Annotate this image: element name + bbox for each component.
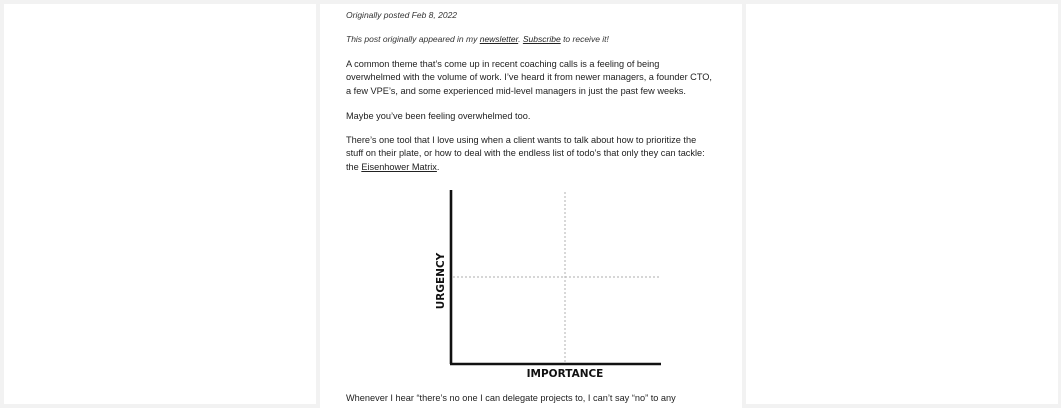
paragraph-line: [346, 161, 726, 174]
newsletter-link[interactable]: newsletter: [479, 34, 519, 44]
paragraph-line: stuff on their plate, or how to deal with the endless list of todo’s that only they can tackle:: [346, 148, 705, 159]
left-blank-panel: [4, 4, 316, 404]
y-axis-label: URGENCY: [435, 252, 447, 310]
paragraph-tool: [346, 134, 726, 174]
note-prefix: This post originally appeared in my: [346, 34, 480, 44]
paragraph-overwhelmed: Maybe you’ve been feeling overwhelmed too.: [346, 111, 531, 121]
x-axis-label: IMPORTANCE: [526, 368, 604, 380]
eisenhower-matrix-diagram: [401, 186, 661, 386]
paragraph-delegate: Whenever I hear “there’s no one I can delegate projects to, I can’t say “no” to any: [346, 393, 676, 403]
subscribe-link[interactable]: Subscribe: [522, 34, 561, 44]
paragraph-line: a few VPE’s, and some experienced mid-level managers in just the past few weeks.: [346, 85, 686, 96]
paragraph-text: the: [346, 161, 362, 172]
article-body: [320, 4, 742, 408]
eisenhower-matrix-link[interactable]: Eisenhower Matrix: [361, 161, 437, 172]
post-date: Originally posted Feb 8, 2022: [346, 10, 458, 20]
paragraph-text: .: [436, 161, 440, 172]
right-blank-panel: [746, 4, 1058, 404]
paragraph-intro: [346, 58, 726, 98]
note-sep: .: [518, 34, 523, 44]
newsletter-note: [346, 34, 609, 44]
paragraph-line: There’s one tool that I love using when a client wants to talk about how to prioritize the: [346, 135, 697, 145]
paragraph-line: overwhelmed with the volume of work. I’ve heard it from newer managers, a founder CTO,: [346, 72, 712, 83]
paragraph-line: A common theme that’s come up in recent coaching calls is a feeling of being: [346, 59, 660, 69]
note-suffix: to receive it!: [560, 34, 609, 44]
